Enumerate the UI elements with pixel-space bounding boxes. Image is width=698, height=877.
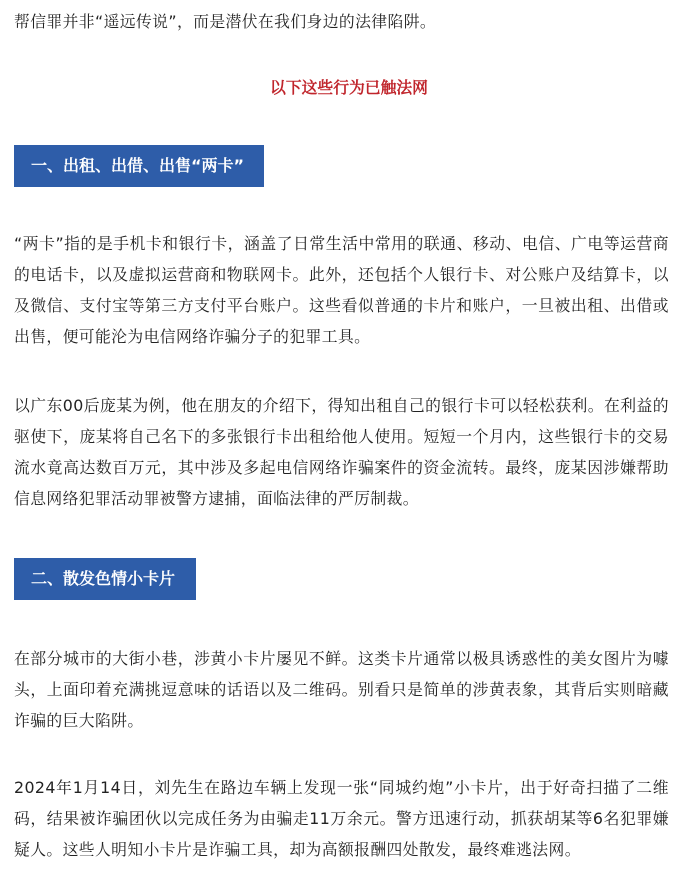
section-1-title: 一、出租、出借、出售“两卡” (14, 145, 264, 187)
section-2-title: 二、散发色情小卡片 (14, 558, 196, 600)
intro-paragraph-tail: 帮信罪并非“遥远传说”，而是潜伏在我们身边的法律陷阱。 (14, 12, 437, 31)
highlight-heading: 以下这些行为已触法网 (270, 78, 428, 97)
section-1-paragraph-2: 以广东00后庞某为例，他在朋友的介绍下，得知出租自己的银行卡可以轻松获利。在利益的驱使下，庞某将自己名下的多张银行卡出租给他人使用。短短一个月内，这些银行卡的交易流水竟高达数百万元，其中涉及多起电信网络诈骗案件的资金流转。最终，庞某因涉嫌帮助信息网络犯罪活动罪被警方逮捕，面临法律的严厉制裁。 (14, 396, 669, 508)
section-2-paragraph-2: 2024年1月14日，刘先生在路边车辆上发现一张“同城约炮”小卡片，出于好奇扫描了二维码，结果被诈骗团伙以完成任务为由骗走11万余元。警方迅速行动，抓获胡某等6名犯罪嫌疑人。这些人明知小卡片是诈骗工具，却为高额报酬四处散发，最终难逃法网。 (14, 778, 669, 859)
section-2-paragraph-1: 在部分城市的大街小巷，涉黄小卡片屡见不鲜。这类卡片通常以极具诱惑性的美女图片为噱头，上面印着充满挑逗意味的话语以及二维码。别看只是简单的涉黄表象，其背后实则暗藏诈骗的巨大陷阱。 (14, 649, 669, 730)
section-1-paragraph-1: “两卡”指的是手机卡和银行卡，涵盖了日常生活中常用的联通、移动、电信、广电等运营商的电话卡，以及虚拟运营商和物联网卡。此外，还包括个人银行卡、对公账户及结算卡，以及微信、支付宝等第三方支付平台账户。这些看似普通的卡片和账户，一旦被出租、出借或出售，便可能沦为电信网络诈骗分子的犯罪工具。 (14, 234, 669, 346)
